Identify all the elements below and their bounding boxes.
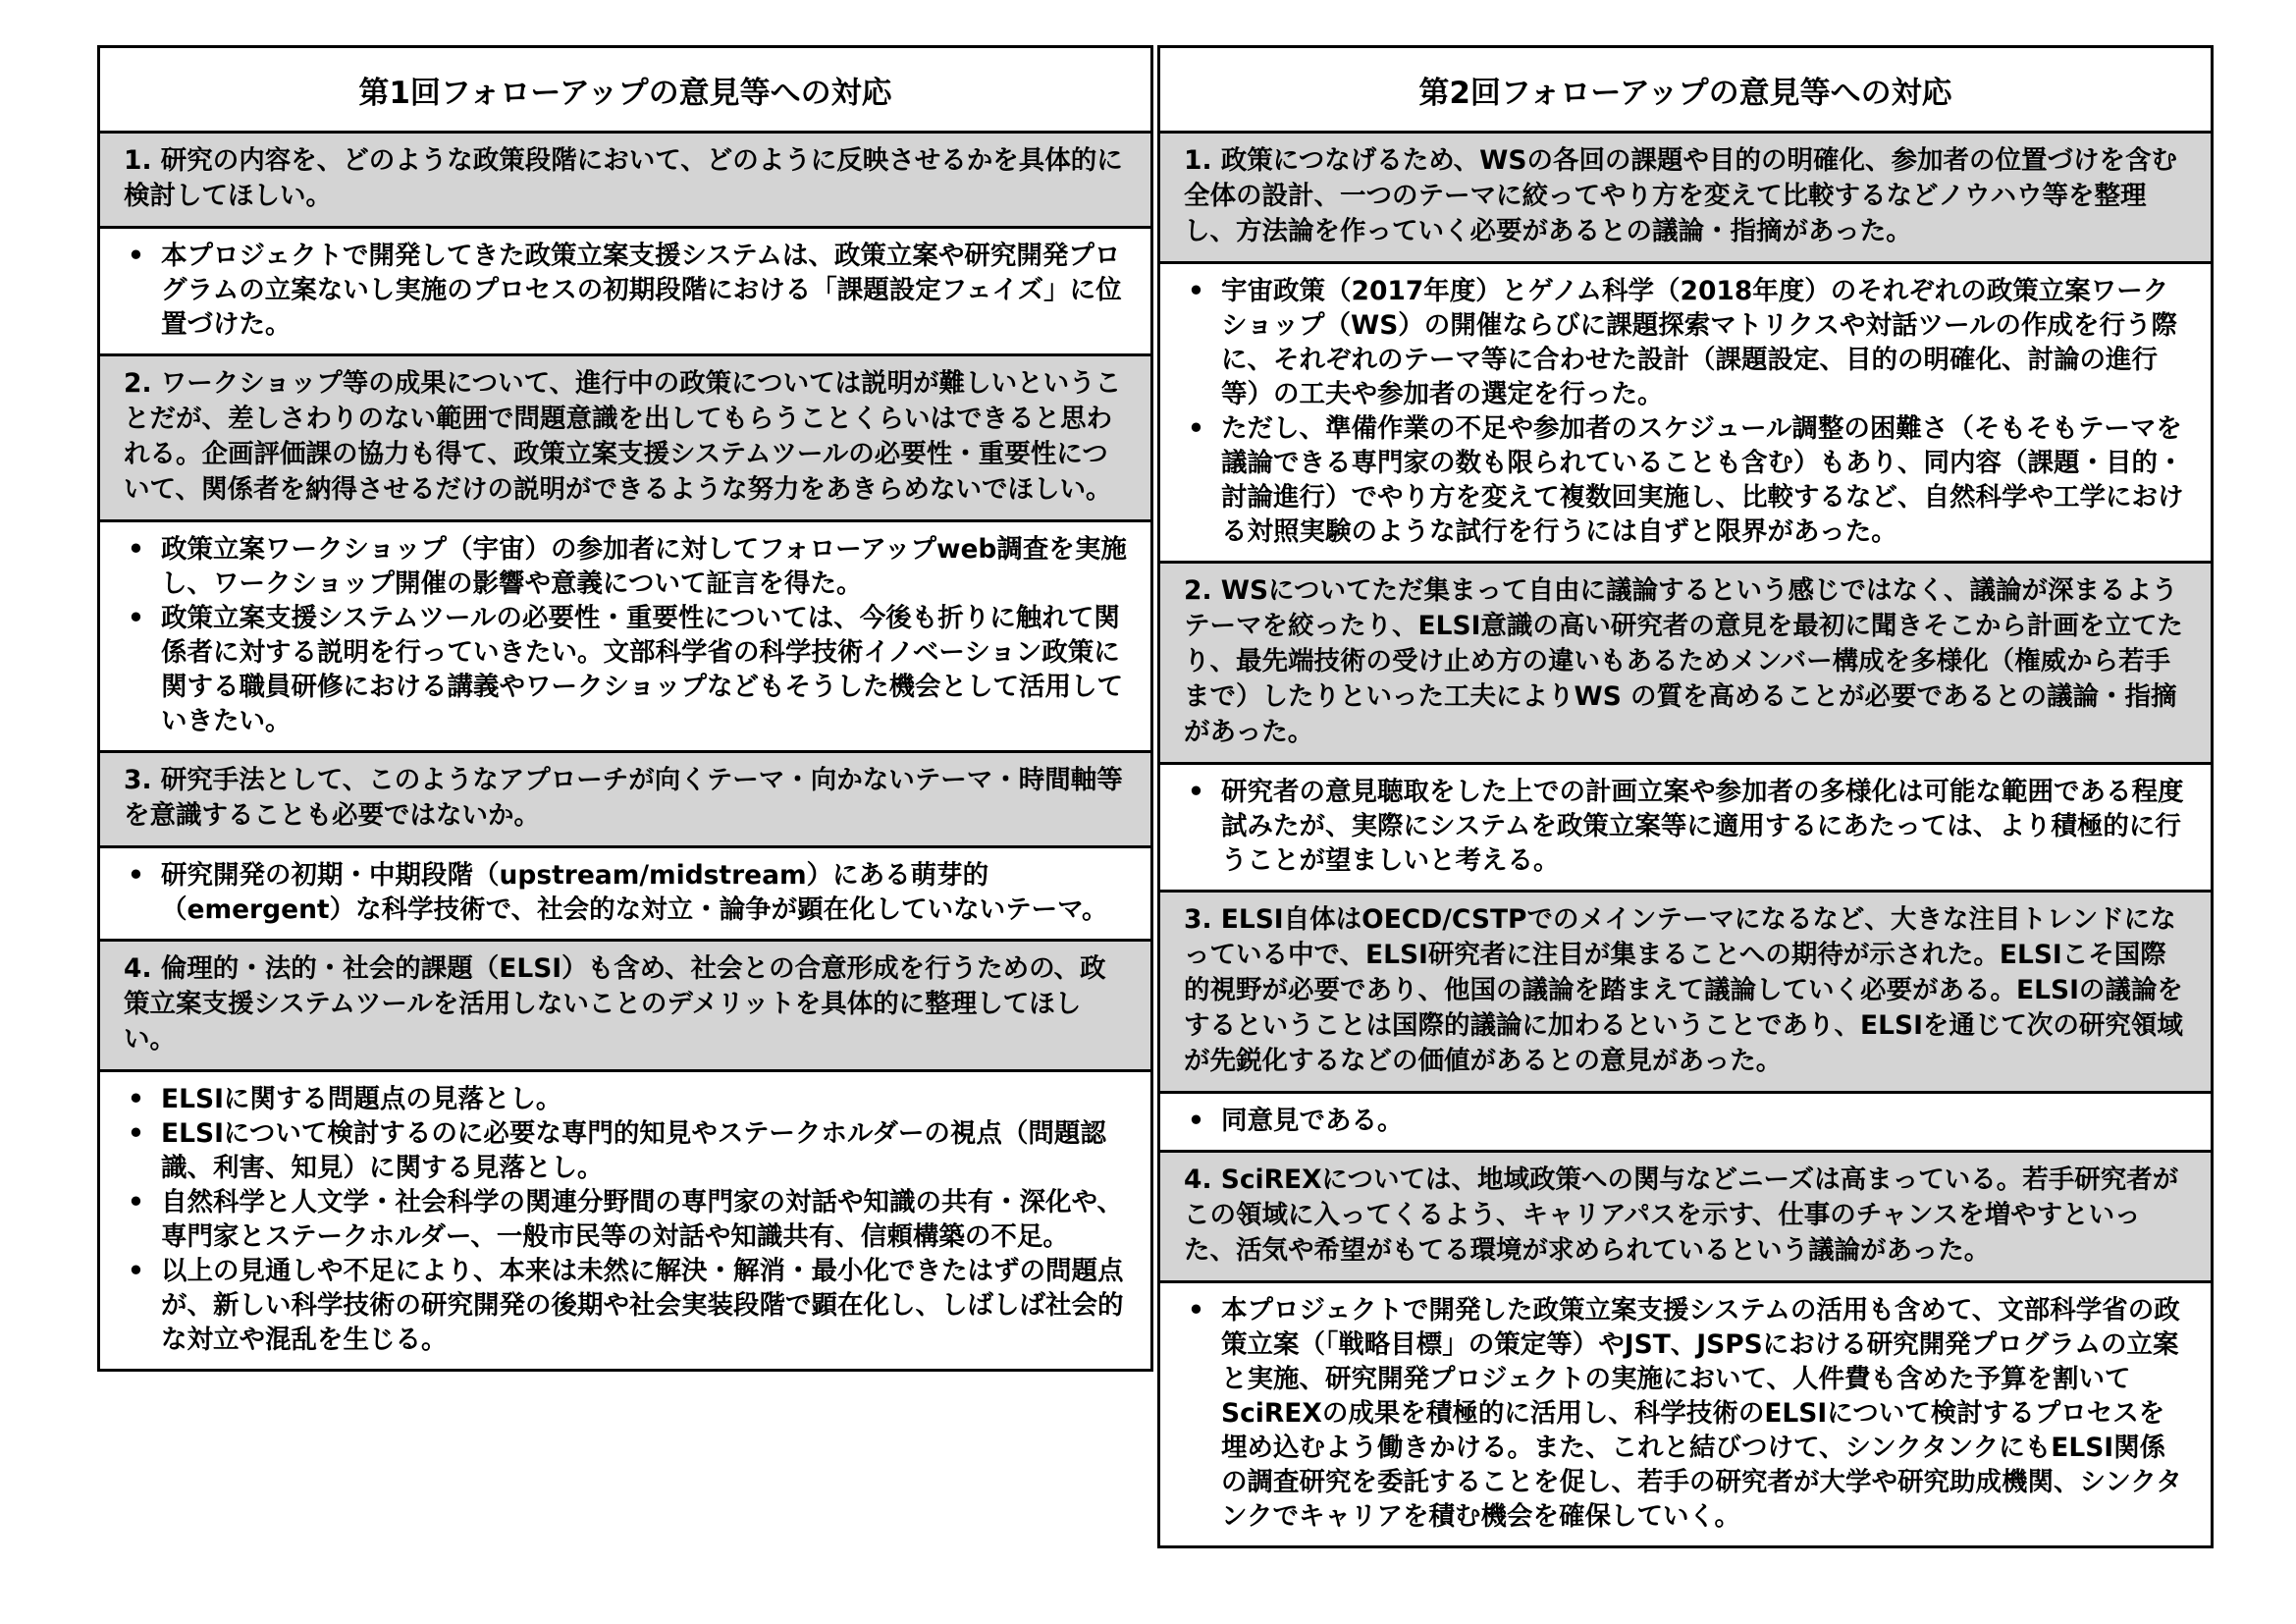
right-question-2 [1160, 564, 2211, 765]
right-answer-2 [1160, 765, 2211, 893]
left-answer-2 [100, 522, 1150, 753]
answer-bullet: • 宇宙政策（2017年度）とゲノム科学（2018年度）のそれぞれの政策立案ワークショップ（WS）の開催ならびに課題探索マトリクスや対話ツールの作成を行う際に、それぞれのテーマ等に合わせた設計（課題設定、目的の明確化、討論の進行等）の工夫や参加者の選定を行った。 [1184, 274, 2187, 411]
answer-bullet: • 政策立案ワークショップ（宇宙）の参加者に対してフォローアップweb調査を実施し、ワークショップ開催の影響や意義について証言を得た。 [124, 532, 1127, 601]
answer-bullet: • 本プロジェクトで開発した政策立案支援システムの活用も含めて、文部科学省の政策立案（「戦略目標」の策定等）やJST、JSPSにおける研究開発プログラムの立案と実施、研究開発プロジェクトの実施において、人件費も含めた予算を割いてSciREXの成果を積極的に活用し、科学技術のELSIについて検討するプロセスを埋め込むよう働きかける。また、これと結びつけて、シンクタンクにもELSI関係の調査研究を委託することを促し、若手の研究者が大学や研究助成機関、シンクタンクでキャリアを積む機会を確保していく。 [1184, 1293, 2187, 1534]
right-column-table [1157, 45, 2214, 1548]
left-answer-3 [100, 848, 1150, 942]
answer-bullet: • ただし、準備作業の不足や参加者のスケジュール調整の困難さ（そもそもテーマを議論できる専門家の数も限られていることも含む）もあり、同内容（課題・目的・討論進行）でやり方を変えて複数回実施し、比較するなど、自然科学や工学における対照実験のような試行を行うには自ずと限界があった。 [1184, 411, 2187, 549]
answer-bullet: • ELSIについて検討するのに必要な専門的知見やステークホルダーの視点（問題認識、利害、知見）に関する見落とし。 [124, 1116, 1127, 1185]
question-text: 4. SciREXについては、地域政策への関与などニーズは高まっている。若手研究者がこの領域に入ってくるよう、キャリアパスを示す、仕事のチャンスを増やすといった、活気や希望がもてる環境が求められているという議論があった。 [1184, 1164, 2179, 1266]
answer-bullet: • 研究開発の初期・中期段階（upstream/midstream）にある萌芽的（emergent）な科学技術で、社会的な対立・論争が顕在化していないテーマ。 [124, 858, 1127, 927]
right-answer-1 [1160, 264, 2211, 564]
question-text: 1. 政策につなげるため、WSの各回の課題や目的の明確化、参加者の位置づけを含む全体の設計、一つのテーマに絞ってやり方を変えて比較するなどノウハウ等を整理し、方法論を作っていく必要があるとの議論・指摘があった。 [1184, 145, 2177, 246]
left-question-1 [100, 134, 1150, 229]
answer-bullet: • 同意見である。 [1184, 1104, 2187, 1138]
question-text: 1. 研究の内容を、どのような政策段階において、どのように反映させるかを具体的に検討してほしい。 [124, 145, 1123, 211]
left-answer-1 [100, 229, 1150, 356]
right-question-1 [1160, 134, 2211, 264]
question-text: 2. WSについてただ集まって自由に議論するという感じではなく、議論が深まるようテーマを絞ったり、ELSI意識の高い研究者の意見を最初に聞きそこから計画を立てたり、最先端技術の受け止め方の違いもあるためメンバー構成を多様化（権威から若手まで）したりといった工夫によりWS の質を高めることが必要であるとの議論・指摘があった。 [1184, 575, 2183, 747]
answer-bullet: • 研究者の意見聴取をした上での計画立案や参加者の多様化は可能な範囲である程度試みたが、実際にシステムを政策立案等に適用するにあたっては、より積極的に行うことが望ましいと考える。 [1184, 775, 2187, 878]
left-question-2 [100, 356, 1150, 522]
answer-bullet: • 自然科学と人文学・社会科学の関連分野間の専門家の対話や知識の共有・深化や、専門家とステークホルダー、一般市民等の対話や知識共有、信頼構築の不足。 [124, 1185, 1127, 1254]
right-question-3 [1160, 893, 2211, 1094]
answer-bullet: • 本プロジェクトで開発してきた政策立案支援システムは、政策立案や研究開発プログラムの立案ないし実施のプロセスの初期段階における「課題設定フェイズ」に位置づけた。 [124, 239, 1127, 342]
left-column-header: 第1回フォローアップの意見等への対応 [100, 48, 1150, 134]
left-answer-4 [100, 1072, 1150, 1369]
answer-bullet: • 政策立案支援システムツールの必要性・重要性については、今後も折りに触れて関係者に対する説明を行っていきたい。文部科学省の科学技術イノベーション政策に関する職員研修における講義やワークショップなどもそうした機会として活用していきたい。 [124, 601, 1127, 738]
right-column-header: 第2回フォローアップの意見等への対応 [1160, 48, 2211, 134]
answer-bullet: • ELSIに関する問題点の見落とし。 [124, 1082, 1127, 1116]
question-text: 3. 研究手法として、このようなアプローチが向くテーマ・向かないテーマ・時間軸等を意識することも必要ではないか。 [124, 765, 1123, 831]
question-text: 2. ワークショップ等の成果について、進行中の政策については説明が難しいということだが、差しさわりのない範囲で問題意識を出してもらうことくらいはできると思われる。企画評価課の協力も得て、政策立案支援システムツールの必要性・重要性について、関係者を納得させるだけの説明ができるような努力をあきらめないでほしい。 [124, 368, 1122, 505]
answer-bullet: • 以上の見通しや不足により、本来は未然に解決・解消・最小化できたはずの問題点が、新しい科学技術の研究開発の後期や社会実装段階で顕在化し、しばしば社会的な対立や混乱を生じる。 [124, 1254, 1127, 1357]
question-text: 3. ELSI自体はOECD/CSTPでのメインテーマになるなど、大きな注目トレンドになっている中で、ELSI研究者に注目が集まることへの期待が示された。ELSIこそ国際的視野が必要であり、他国の議論を踏まえて議論していく必要がある。ELSIの議論をするということは国際的議論に加わるということであり、ELSIを通じて次の研究領域が先鋭化するなどの価値があるとの意見があった。 [1184, 904, 2183, 1076]
left-question-3 [100, 753, 1150, 848]
right-answer-4 [1160, 1283, 2211, 1545]
left-question-4 [100, 942, 1150, 1072]
right-question-4 [1160, 1153, 2211, 1283]
question-text: 4. 倫理的・法的・社会的課題（ELSI）も含め、社会との合意形成を行うための、政策立案支援システムツールを活用しないことのデメリットを具体的に整理してほしい。 [124, 953, 1106, 1055]
right-answer-3 [1160, 1094, 2211, 1153]
left-column-table [97, 45, 1153, 1372]
